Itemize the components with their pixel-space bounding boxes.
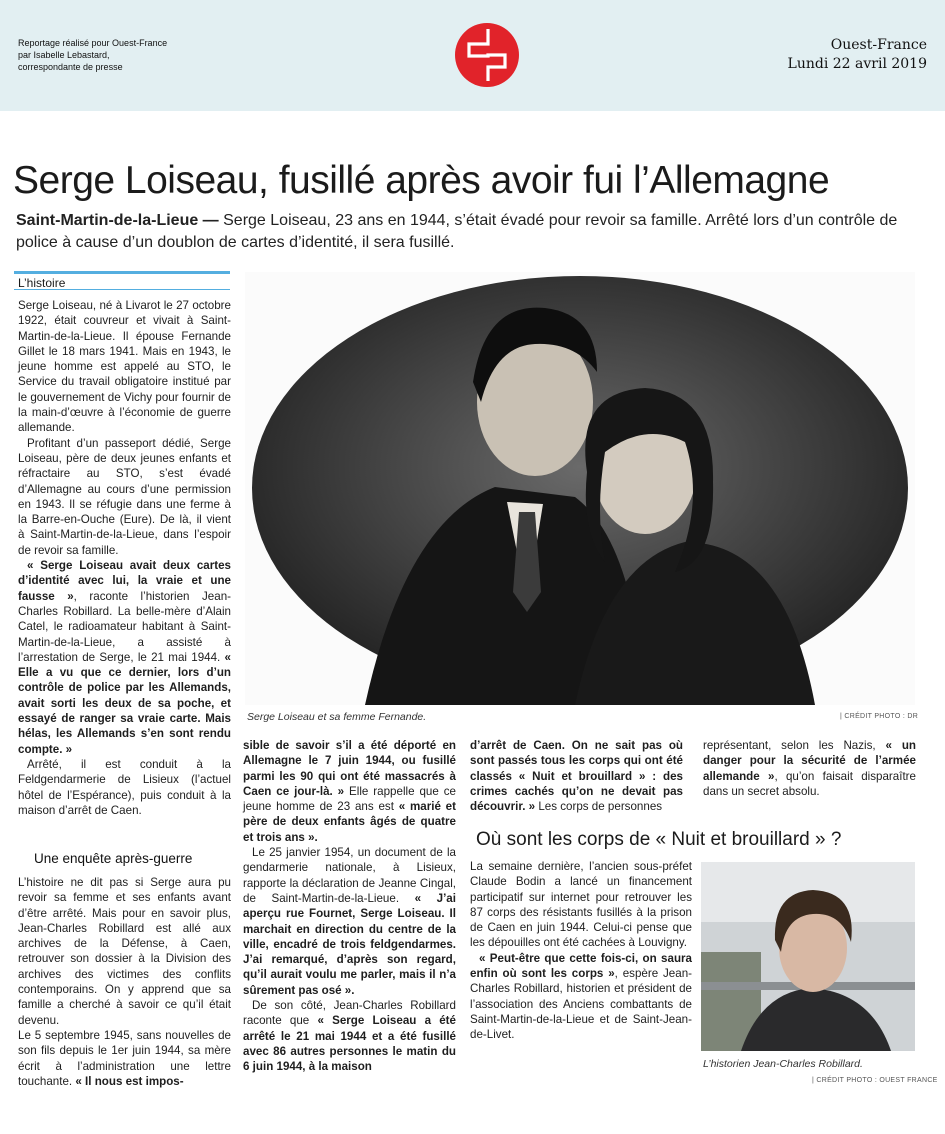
main-photo-caption: Serge Loiseau et sa femme Fernande. <box>247 711 427 723</box>
section2-heading: Où sont les corps de « Nuit et brouillard » ? <box>476 829 842 850</box>
body-text: Le 5 septembre 1945, sans nouvelles de son fils depuis le 1er juin 1944, sa mère écrit à l’administration une lettre touchante. <box>18 1028 231 1088</box>
credit-line: Reportage réalisé pour Ouest-France <box>18 38 168 48</box>
quote-text: « Il nous est impos- <box>75 1074 184 1088</box>
reporter-credit <box>18 37 167 73</box>
column-2 <box>243 738 456 1075</box>
column-1-continued <box>18 875 231 1089</box>
column-3 <box>470 738 683 814</box>
quote-text: « Elle a vu que ce dernier, lors d’un contrôle de police par les Allemands, avait sorti les deux de sa poche, et essayé de ranger sa vraie carte. Mais hélas, les Allemands s’en sont rendu compte. » <box>18 650 231 756</box>
article-standfirst <box>16 210 936 254</box>
historian-photo-credit: | CRÉDIT PHOTO : OUEST FRANCE <box>812 1077 938 1084</box>
header-banner <box>0 0 945 111</box>
body-text: Le 25 janvier 1954, un document de la gendarmerie nationale, à Lisieux, rapporte la déclaration de Jeanne Cingal, de Saint-Martin-de-la-Lieue. <box>243 846 456 905</box>
standfirst-text: Serge Loiseau, 23 ans en 1944, s’était évadé pour revoir sa famille. Arrêté lors d’un contrôle de police à cause d’un doublon de cartes d’identité, il sera fusillé. <box>16 212 898 251</box>
quote-text: d’arrêt de Caen. On ne sait pas où sont passés tous les corps qui ont été classés « Nuit et brouillard » : des crimes cachés qu’on ne devait pas découvrir. » <box>470 739 683 814</box>
quote-text: « Peut-être que cette fois-ci, on saura enfin où sont les corps » <box>470 951 692 981</box>
paragraph <box>470 951 692 1043</box>
source-info <box>788 36 927 74</box>
body-text: Les corps de personnes <box>535 800 663 814</box>
section2-body <box>470 859 692 1043</box>
paragraph: L’histoire ne dit pas si Serge aura pu revoir sa femme et ses enfants avant d’être arrêté. Mais pour en savoir plus, Jean-Charles Robillard est allé aux archives de la Défense, à Caen, retrouver son dossier à la Division des archives des victimes des conflits contemporains. On y apprend que sa famille a cherché à savoir ce qu’il était devenu. <box>18 876 231 1027</box>
paragraph <box>18 558 231 757</box>
paragraph <box>243 998 456 1074</box>
body-text: , espère Jean-Charles Robillard, historien et président de l’association des Anciens combattants de Saint-Martin-de-la-Lieue et de Saint-Jean-de-Livet. <box>470 967 692 1042</box>
body-text: représentant, selon les Nazis, <box>703 739 886 752</box>
body-text: , qu’on faisait disparaître dans un secret absolu. <box>703 769 916 798</box>
source-date: Lundi 22 avril 2019 <box>787 56 927 72</box>
paragraph <box>18 1028 231 1089</box>
source-name: Ouest-France <box>830 37 927 53</box>
paragraph <box>243 845 456 998</box>
main-photo-credit: | CRÉDIT PHOTO : DR <box>840 713 919 720</box>
quote-text: « un danger pour la sécurité de l’armée allemande » <box>703 739 916 783</box>
publisher-logo-icon <box>455 23 519 87</box>
paragraph <box>243 738 456 845</box>
subheading: Une enquête après-guerre <box>34 851 193 866</box>
couple-photo <box>245 272 915 705</box>
paragraph: La semaine dernière, l’ancien sous-préfet Claude Bodin a lancé un financement participatif sur internet pour retrouver les 87 corps des résistants fusillés à la prison de Caen en juin 1944. Celui-ci pense que les dépouilles ont été cachées à Louvigny. <box>470 860 692 950</box>
historian-photo-caption: L’historien Jean-Charles Robillard. <box>703 1058 863 1070</box>
paragraph <box>703 738 916 799</box>
quote-text: sible de savoir s’il a été déporté en Allemagne le 7 juin 1944, ou fusillé parmi les 90 qui ont été massacrés à Caen ce jour-là. » <box>243 739 456 798</box>
body-text: Elle rappelle que ce jeune homme de 23 ans est <box>243 784 456 814</box>
column-1 <box>18 298 231 818</box>
quote-text: « Serge Loiseau a été arrêté le 21 mai 1944 et a été fusillé avec 86 autres personnes le matin du 6 juin 1944, à la maison <box>243 1014 456 1074</box>
paragraph: Profitant d’un passeport dédié, Serge Loiseau, père de deux jeunes enfants et réfractaire au STO, s’est évadé d’Allemagne au cours d’une permission en 1943. Il se réfugie dans une ferme à la Barre-en-Ouche (Eure). De là, il vient à Saint-Martin-de-la-Lieue, dans l’espoir de revoir sa famille. <box>18 436 231 557</box>
column-4 <box>703 738 916 799</box>
paragraph: Serge Loiseau, né à Livarot le 27 octobre 1922, était couvreur et vivait à Saint-Martin-de-la-Lieue. Il épouse Fernande Gillet le 18 mars 1941. Mais en 1943, le jeune homme est appelé au STO, le Service du travail obligatoire institué par le gouvernement de Vichy pour fournir de la main-d’œuvre à l’économie de guerre allemande. <box>18 299 231 435</box>
section-rubric: L’histoire <box>14 271 230 290</box>
quote-text: « J’ai aperçu rue Fournet, Serge Loiseau. Il marchait en direction du centre de la ville, encadré de trois feldgendarmes. J’ai remarqué, d’après son regard, qu’il aurait voulu me parler, mais il n’a sûrement pas osé ». <box>243 891 456 997</box>
paragraph: Arrêté, il est conduit à la Feldgendarmerie de Lisieux (l’actuel hôtel de l’Espérance), puis conduit à la maison d’arrêt de Caen. <box>18 757 231 817</box>
article-headline: Serge Loiseau, fusillé après avoir fui l’Allemagne <box>13 159 830 202</box>
standfirst-place: Saint-Martin-de-la-Lieue — <box>16 212 219 229</box>
historian-photo <box>701 862 915 1051</box>
credit-line: correspondante de presse <box>18 62 123 72</box>
credit-line: par Isabelle Lebastard, <box>18 50 110 60</box>
quote-text: « marié et père de deux enfants âgés de quatre et trois ans ». <box>243 800 456 844</box>
quote-text: « Serge Loiseau avait deux cartes d’identité avec lui, la vraie et une fausse » <box>18 559 231 603</box>
paragraph <box>470 738 683 814</box>
body-text: De son côté, Jean-Charles Robillard raconte que <box>243 999 456 1028</box>
body-text: , raconte l’historien Jean-Charles Robillard. La belle-mère d’Alain Catel, le radioamateur habitant à Saint-Martin-de-la-Lieue, a assisté à l’arrestation de Serge, le 21 mai 1944. <box>18 589 231 664</box>
